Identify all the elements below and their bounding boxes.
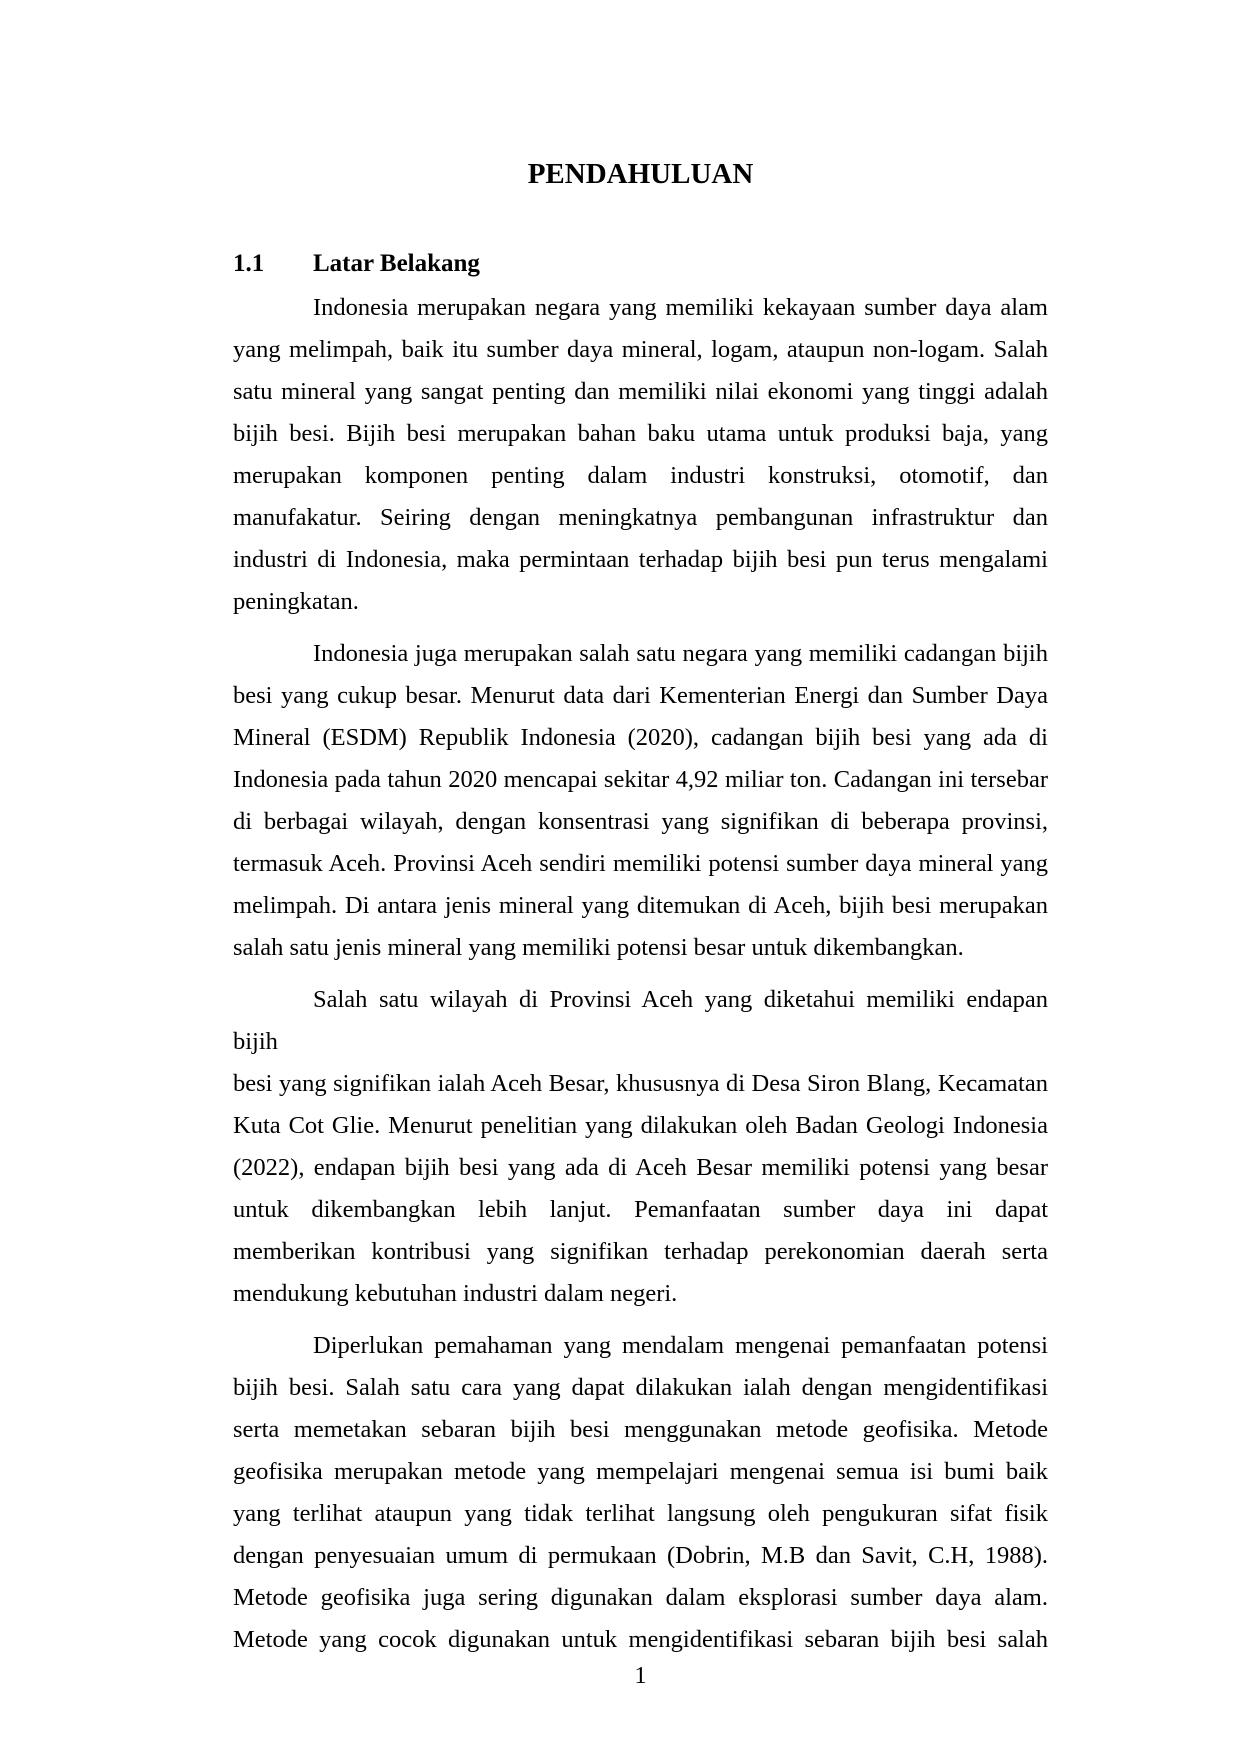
section-heading-label: Latar Belakang: [313, 250, 480, 277]
text-line: besi yang signifikan ialah Aceh Besar, khususnya di Desa Siron Blang, Kecamatan: [233, 1070, 1048, 1097]
text-line: besi yang cukup besar. Menurut data dari Kementerian Energi dan Sumber Daya: [233, 682, 1048, 709]
text-line: Metode yang cocok digunakan untuk mengidentifikasi sebaran bijih besi salah: [233, 1626, 1048, 1653]
text-line: termasuk Aceh. Provinsi Aceh sendiri memiliki potensi sumber daya mineral yang: [233, 850, 1048, 877]
text-line: serta memetakan sebaran bijih besi menggunakan metode geofisika. Metode: [233, 1416, 1048, 1443]
text-line: yang terlihat ataupun yang tidak terlihat langsung oleh pengukuran sifat fisik: [233, 1500, 1048, 1527]
text-line: yang melimpah, baik itu sumber daya mineral, logam, ataupun non-logam. Salah: [233, 336, 1048, 363]
text-line: untuk dikembangkan lebih lanjut. Pemanfaatan sumber daya ini dapat: [233, 1196, 1048, 1223]
text-line: Indonesia juga merupakan salah satu negara yang memiliki cadangan bijih: [313, 640, 1048, 667]
text-line: bijih besi. Bijih besi merupakan bahan baku utama untuk produksi baja, yang: [233, 420, 1048, 447]
body-text: [233, 287, 1048, 1661]
text-line: bijih besi. Salah satu cara yang dapat dilakukan ialah dengan mengidentifikasi: [233, 1374, 1048, 1401]
paragraph: [233, 979, 1048, 1315]
text-line: (2022), endapan bijih besi yang ada di Aceh Besar memiliki potensi yang besar: [233, 1154, 1048, 1181]
page-number: 1: [634, 1662, 647, 1689]
text-line: dengan penyesuaian umum di permukaan (Dobrin, M.B dan Savit, C.H, 1988).: [233, 1542, 1048, 1569]
text-line: melimpah. Di antara jenis mineral yang ditemukan di Aceh, bijih besi merupakan: [233, 892, 1048, 919]
text-line: Indonesia pada tahun 2020 mencapai sekitar 4,92 miliar ton. Cadangan ini tersebar: [233, 766, 1048, 793]
text-line: peningkatan.: [233, 588, 359, 615]
paragraph: [233, 1325, 1048, 1661]
paragraph: [233, 287, 1048, 623]
text-line: memberikan kontribusi yang signifikan terhadap perekonomian daerah serta: [233, 1238, 1048, 1265]
chapter-title: PENDAHULUAN: [527, 158, 754, 190]
text-line: Diperlukan pemahaman yang mendalam mengenai pemanfaatan potensi: [313, 1332, 1048, 1359]
section-heading: [233, 248, 1048, 280]
text-line: manufakatur. Seiring dengan meningkatnya pembangunan infrastruktur dan: [233, 504, 1048, 531]
text-line: Salah satu wilayah di Provinsi Aceh yang diketahui memiliki endapan bijih: [233, 986, 1048, 1055]
paragraph: [233, 633, 1048, 969]
text-line: Indonesia merupakan negara yang memiliki kekayaan sumber daya alam: [313, 294, 1048, 321]
section-number: 1.1: [233, 250, 265, 277]
text-line: industri di Indonesia, maka permintaan terhadap bijih besi pun terus mengalami: [233, 546, 1048, 573]
text-line: satu mineral yang sangat penting dan memiliki nilai ekonomi yang tinggi adalah: [233, 378, 1048, 405]
text-line: mendukung kebutuhan industri dalam negeri.: [233, 1280, 678, 1307]
text-line: merupakan komponen penting dalam industri konstruksi, otomotif, dan: [233, 462, 1048, 489]
text-line: Metode geofisika juga sering digunakan dalam eksplorasi sumber daya alam.: [233, 1584, 1048, 1611]
text-line: di berbagai wilayah, dengan konsentrasi yang signifikan di beberapa provinsi,: [233, 808, 1048, 835]
text-line: geofisika merupakan metode yang mempelajari mengenai semua isi bumi baik: [233, 1458, 1048, 1485]
text-line: Kuta Cot Glie. Menurut penelitian yang dilakukan oleh Badan Geologi Indonesia: [233, 1112, 1048, 1139]
text-line: Mineral (ESDM) Republik Indonesia (2020), cadangan bijih besi yang ada di: [233, 724, 1048, 751]
text-line: salah satu jenis mineral yang memiliki potensi besar untuk dikembangkan.: [233, 934, 964, 961]
